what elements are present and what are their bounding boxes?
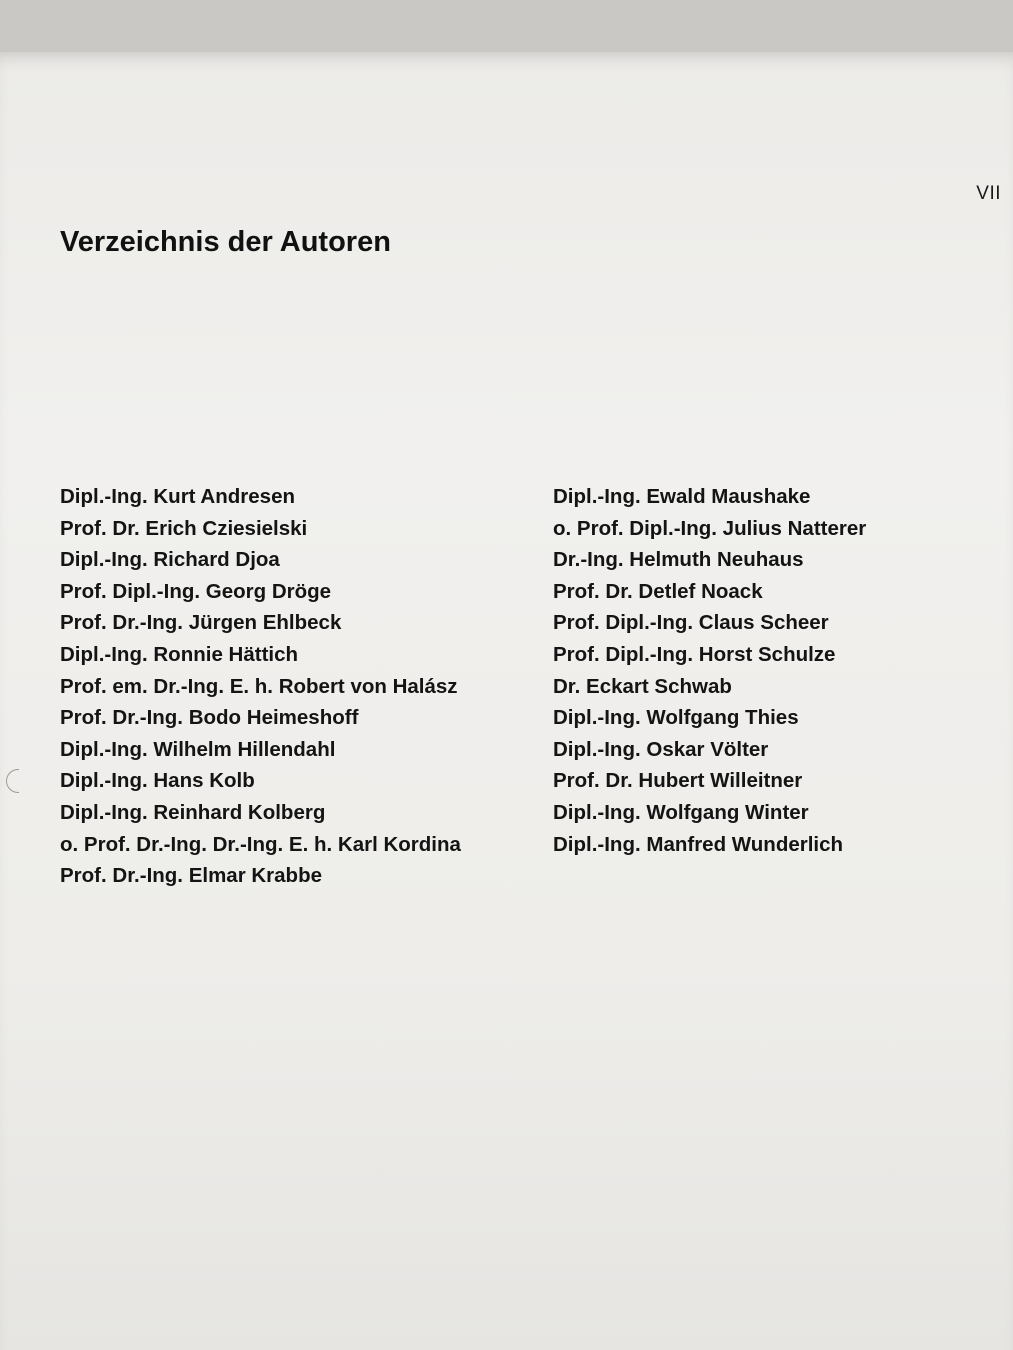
author-name: Dipl.-Ing. Wilhelm Hillendahl bbox=[60, 737, 336, 761]
page-title: Verzeichnis der Autoren bbox=[60, 226, 391, 258]
page-number: VII bbox=[976, 183, 1001, 204]
author-name: Prof. em. Dr.-Ing. E. h. Robert von Halász bbox=[60, 674, 458, 698]
author-name: Dr. Eckart Schwab bbox=[553, 674, 732, 698]
author-name: Dr.-Ing. Helmuth Neuhaus bbox=[553, 548, 804, 572]
author-name: Dipl.-Ing. Ewald Maushake bbox=[553, 485, 811, 508]
author-name: Dipl.-Ing. Wolfgang Thies bbox=[553, 706, 799, 730]
author-name: Prof. Dr.-Ing. Jürgen Ehlbeck bbox=[60, 611, 342, 635]
author-name: Prof. Dipl.-Ing. Claus Scheer bbox=[553, 611, 829, 635]
author-name: Dipl.-Ing. Wolfgang Winter bbox=[553, 800, 809, 824]
author-name: Dipl.-Ing. Hans Kolb bbox=[60, 769, 255, 793]
author-list-right bbox=[553, 481, 1003, 860]
author-name: o. Prof. Dipl.-Ing. Julius Natterer bbox=[553, 516, 867, 540]
author-name: Prof. Dr.-Ing. Bodo Heimeshoff bbox=[60, 706, 359, 730]
author-name: Dipl.-Ing. Ronnie Hättich bbox=[60, 642, 299, 666]
author-name: Dipl.-Ing. Reinhard Kolberg bbox=[60, 800, 326, 824]
author-name: Prof. Dipl.-Ing. Horst Schulze bbox=[553, 642, 836, 666]
author-name: Dipl.-Ing. Richard Djoa bbox=[60, 548, 280, 572]
author-name: Prof. Dr. Erich Cziesielski bbox=[60, 516, 308, 540]
author-name: Dipl.-Ing. Manfred Wunderlich bbox=[553, 832, 844, 856]
book-page bbox=[0, 52, 1013, 1350]
author-name: Prof. Dr.-Ing. Elmar Krabbe bbox=[60, 864, 322, 888]
paper-scuff-mark bbox=[6, 769, 19, 793]
author-name: o. Prof. Dr.-Ing. Dr.-Ing. E. h. Karl Kordina bbox=[60, 832, 461, 856]
author-name: Prof. Dr. Hubert Willeitner bbox=[553, 769, 803, 793]
author-name: Dipl.-Ing. Kurt Andresen bbox=[60, 485, 295, 508]
author-list-left bbox=[60, 481, 530, 892]
author-name: Dipl.-Ing. Oskar Völter bbox=[553, 737, 769, 761]
author-name: Prof. Dipl.-Ing. Georg Dröge bbox=[60, 579, 332, 603]
author-name: Prof. Dr. Detlef Noack bbox=[553, 579, 763, 603]
